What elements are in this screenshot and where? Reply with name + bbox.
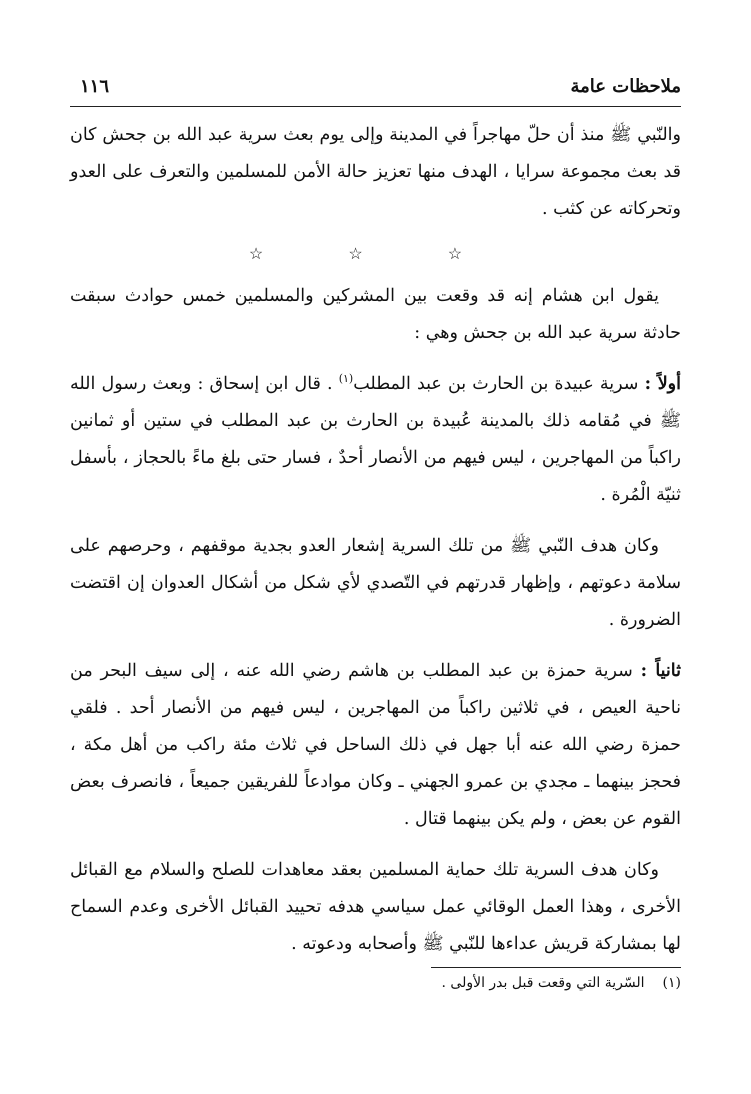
paragraph-lead-second: ثانياً :: [640, 661, 682, 681]
page-body: [70, 117, 681, 996]
footnote-area: [70, 967, 681, 996]
paragraph-text-second: سرية حمزة بن عبد المطلب بن هاشم رضي الله عنه ، إلى سيف البحر من ناحية العيص ، في ثلاثين راكباً من المهاجرين ، ليس فيهم من الأنصار أحد . فلقي حمزة رضي الله عنه أبا جهل في ذلك الساحل في ثلاث مئة راكب من أهل مكة ، فحجز بينهما ـ مجدي بن عمرو الجهني ـ وكان موادعاً للفريقين جميعاً ، فانصرف بعض القوم عن بعض ، ولم يكن بينهما قتال .: [70, 661, 681, 829]
paragraph-gap: [70, 352, 681, 366]
footnote-marker: (١): [662, 975, 681, 991]
chapter-title: ملاحظات عامة: [570, 76, 681, 97]
footnote-reference: (١): [338, 372, 354, 386]
section-divider-stars: ☆ ☆ ☆: [248, 244, 503, 263]
footnote-text: السّرية التي وقعت قبل بدر الأولى .: [441, 975, 645, 991]
paragraph-gap: [70, 838, 681, 852]
paragraph-second-expedition: [70, 653, 681, 838]
footnote-separator: [431, 967, 681, 968]
paragraph-first-expedition: [70, 366, 681, 514]
book-page: [70, 70, 681, 996]
paragraph-ibn-hisham: يقول ابن هشام إنه قد وقعت بين المشركين والمسلمين خمس حوادث سبقت حادثة سرية عبد الله بن جحش وهي :: [70, 286, 681, 343]
footnote: [70, 970, 681, 996]
paragraph-text-first-a: سرية عبيدة بن الحارث بن عبد المطلب: [353, 374, 645, 394]
page-number: ١١٦: [80, 76, 110, 97]
paragraph-goal-second: وكان هدف السرية تلك حماية المسلمين بعقد معاهدات للصلح والسلام مع القبائل الأخرى ، وهذا العمل الوقائي عمل سياسي هدفه تحييد القبائل الأخرى وعدم السماح لها بمشاركة قريش عداءها للنّبي ﷺ وأصحابه ودعوته .: [70, 860, 681, 954]
paragraph-gap: [70, 639, 681, 653]
paragraph-lead-first: أولاً :: [644, 374, 681, 394]
paragraph-intro: والنّبي ﷺ منذ أن حلّ مهاجراً في المدينة وإلى يوم بعث سرية عبد الله بن جحش كان قد بعث مجموعة سرايا ، الهدف منها تعزيز حالة الأمن للمسلمين والتعرف على العدو وتحركاته عن كثب .: [70, 125, 681, 219]
paragraph-text-first-b: . قال ابن إسحاق : وبعث رسول الله ﷺ في مُقامه ذلك بالمدينة عُبيدة بن الحارث بن عبد المطلب في ستين أو ثمانين راكباً من المهاجرين ، ليس فيهم من الأنصار أحدٌ ، فسار حتى بلغ ماءً بالحجاز ، بأسفل ثنيّة الْمُرة .: [70, 374, 681, 505]
paragraph-gap: [70, 514, 681, 528]
paragraph-goal-first: وكان هدف النّبي ﷺ من تلك السرية إشعار العدو بجدية موقفهم ، وحرصهم على سلامة دعوتهم ، وإظهار قدرتهم في التّصدي لأي شكل من أشكال العدوان إن اقتضت الضرورة .: [70, 536, 681, 630]
running-header: [70, 70, 681, 107]
